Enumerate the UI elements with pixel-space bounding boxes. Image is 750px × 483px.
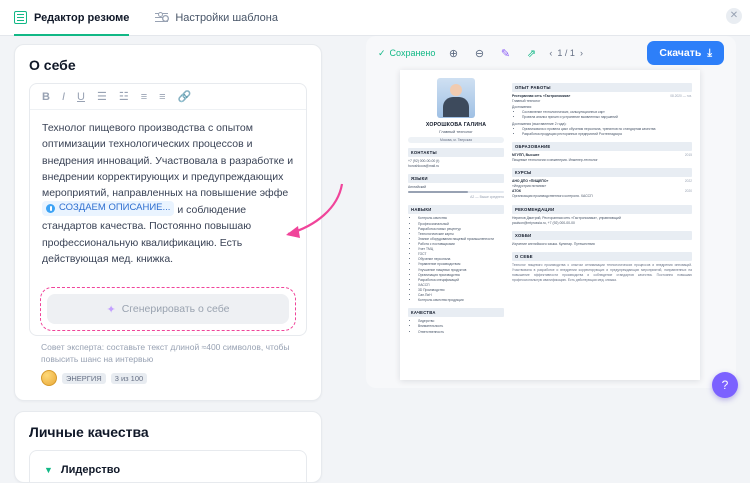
saved-status <box>378 48 435 59</box>
expert-hint: Совет эксперта: составьте текст длиной ≈400 символов, чтобы повысить шанс на интервью <box>41 342 290 365</box>
course-year: 2022 <box>684 179 692 184</box>
section-heading-references: РЕКОМЕНДАЦИИ <box>512 205 692 214</box>
list-item: • Разработка продукции ресторанных предприятий Ростехнадзора <box>522 132 692 137</box>
brush-icon[interactable]: ✎ <box>500 47 511 60</box>
sparkle-icon: ✦ <box>106 303 116 316</box>
credits-indicator <box>41 370 295 386</box>
language-name: Английский <box>408 185 427 190</box>
download-icon: ⤓ <box>707 46 712 59</box>
list-item: • Лидерство <box>418 319 504 324</box>
experience-company: Ресторанная сеть «Гастрономика» <box>512 94 571 98</box>
course-name: «Индустрия питания» <box>512 184 547 189</box>
credits-value: 3 из 100 <box>111 373 147 384</box>
zoom-in-icon[interactable]: ⊕ <box>448 47 459 60</box>
close-icon[interactable]: ✕ <box>726 8 742 24</box>
qualities-card <box>14 411 322 483</box>
share-icon[interactable]: ⇗ <box>526 47 537 60</box>
align-left-icon[interactable]: ≡ <box>140 90 148 103</box>
experience-period: 08.2020 — н.в. <box>670 94 692 98</box>
tab-resume-editor-label: Редактор резюме <box>34 11 130 24</box>
page-indicator: 1 / 1 <box>557 48 575 58</box>
section-heading-about: О СЕБЕ <box>512 252 692 261</box>
list-item: • Технологические карты <box>418 232 504 237</box>
preview-column <box>366 36 736 388</box>
align-center-icon[interactable]: ≡ <box>159 90 166 103</box>
list-item: • Внимательность <box>418 324 504 329</box>
course-name: Организация производственного контроля. ХАССП <box>512 194 593 199</box>
qualities-title: Личные качества <box>29 424 149 441</box>
bold-icon[interactable]: B <box>42 90 50 103</box>
about-textarea[interactable] <box>30 110 306 279</box>
list-item: • Управление производством <box>418 262 504 267</box>
about-card <box>14 44 322 401</box>
credits-label: ЭНЕРГИЯ <box>62 373 106 384</box>
experience-achievements-label-2: Достижения (выставление 2 года): <box>512 121 567 126</box>
resume-left-column <box>408 78 504 372</box>
list-item: • 3D Производство <box>418 288 504 293</box>
zoom-out-icon[interactable]: ⊖ <box>474 47 485 60</box>
next-page-button[interactable]: › <box>579 48 583 58</box>
experience-bullets <box>512 110 692 120</box>
section-heading-experience: ОПЫТ РАБОТЫ <box>512 83 692 92</box>
course-provider: АТОК <box>512 189 521 194</box>
section-heading-hobby: ХОББИ <box>512 231 692 240</box>
qualities-list <box>408 319 504 334</box>
resume-preview-page[interactable] <box>400 70 700 380</box>
section-heading-skills: НАВЫКИ <box>408 205 504 214</box>
skills-list <box>408 216 504 303</box>
list-item: • Контроль качества продукции <box>418 298 504 303</box>
generate-about-button[interactable] <box>47 294 289 324</box>
coin-icon <box>41 370 57 386</box>
generate-highlight-region <box>40 287 296 331</box>
list-numbered-icon[interactable]: ☳ <box>118 91 129 103</box>
resume-icon <box>14 11 27 24</box>
tab-template-settings-label: Настройки шаблона <box>175 11 278 24</box>
experience-achievements-label: Достижения: <box>512 105 533 110</box>
prev-page-button[interactable]: ‹ <box>549 48 553 58</box>
section-heading-qualities: КАЧЕСТВА <box>408 308 504 317</box>
resume-role: Главный технолог <box>439 129 473 134</box>
section-heading-contacts: КОНТАКТЫ <box>408 148 504 157</box>
download-button-label: Скачать <box>659 47 702 59</box>
list-item: • Работа с поставщиками <box>418 242 504 247</box>
list-item: • Разработка новых рецептур <box>418 227 504 232</box>
rich-text-editor[interactable] <box>29 83 307 336</box>
section-heading-courses: КУРСЫ <box>512 168 692 177</box>
course-provider: АНО ДПО «ПИЩЕПО» <box>512 179 549 184</box>
tab-resume-editor[interactable] <box>14 0 129 36</box>
resume-location: Москва, м. Тверская <box>408 137 504 143</box>
list-item: • Организация производства <box>418 273 504 278</box>
resume-name: ХОРОШКОВА ГАЛИНА <box>425 122 487 128</box>
generating-status-label: СОЗДАЕМ ОПИСАНИЕ... <box>59 202 171 214</box>
reference-person: Неринов Дмитрий, Ресторанная сеть «Гастрономика», управляющий <box>512 215 621 220</box>
list-item: • Разработка спецификаций <box>418 278 504 283</box>
generate-about-label: Сгенерировать о себе <box>121 303 230 316</box>
list-item: • Знание оборудования пищевой промышленности <box>418 237 504 242</box>
avatar <box>437 78 475 118</box>
education-program: Пищевые технологии и инженерия. Инженер-технолог <box>512 157 598 162</box>
list-item: • Организовала и провела цикл обучения персонала, тренингов по стандартам качества <box>522 127 692 132</box>
hobby-text: Изучение английского языка. Кулинар. Путешествия <box>512 241 595 246</box>
underline-icon[interactable]: U <box>77 90 85 103</box>
list-item: • Улучшение пищевых продуктов <box>418 268 504 273</box>
info-icon <box>46 204 55 213</box>
reference-contact: paulson@mtyrussia.ru, +7 (92) 000-00-00 <box>512 220 575 225</box>
settings-sliders-icon <box>155 11 168 24</box>
experience-bullets-2 <box>512 127 692 137</box>
language-level-bar <box>408 191 504 193</box>
editor-column <box>14 44 322 477</box>
list-item: • Ответственность <box>418 330 504 335</box>
list-item: • Контроль качества <box>418 216 504 221</box>
language-level-label: A2 — Выше среднего <box>470 195 504 200</box>
about-text-part-2: и соблюдение стандартов качества. Постоянно повышаю профессиональную квалификацию. Есть действующая мед. книжка. <box>42 204 252 265</box>
editor-toolbar <box>30 84 306 110</box>
course-year: 2020 <box>684 189 692 194</box>
page-navigator <box>549 48 583 58</box>
about-text-part-1: Технолог пищевого производства с опытом оптимизации технологических процессов и внедрения инноваций. Участвовала в разработке и внедрении корректирующих и предупреждающих мероприятий, направленных на повышение эффе <box>42 122 294 200</box>
section-heading-education: ОБРАЗОВАНИЕ <box>512 142 692 151</box>
list-item: • ГОСТ <box>418 252 504 257</box>
list-item: • ХАССП <box>418 283 504 288</box>
help-button[interactable]: ? <box>712 372 738 398</box>
preview-toolbar <box>366 36 736 70</box>
saved-status-label: Сохранено <box>389 48 436 58</box>
about-text: Технолог пищевого производства с опытом оптимизации технологических процессов и внедрения инноваций. Участвовала в разработке и внедрении корректирующих и предупреждающих мероприятий, направленных на повышение эффективности производства и соблюдение стандартов качества. Постоянно повышаю профессиональную квалификацию. Есть действующая мед. книжка. <box>512 262 692 282</box>
list-item: • Обучение персонала <box>418 257 504 262</box>
section-heading-languages: ЯЗЫКИ <box>408 174 504 183</box>
list-item: • Составление технологических, калькуляционных карт <box>522 110 692 115</box>
education-school: МГУПП, Высшее <box>512 152 540 157</box>
list-item: • Провела анализ причин и устранение выявленных нарушений <box>522 115 692 120</box>
top-tab-bar <box>0 0 750 36</box>
contact-email: horoshkova@mail.ru <box>408 164 440 169</box>
chevron-down-icon: ▼ <box>44 465 53 476</box>
resume-right-column <box>512 78 692 372</box>
list-item: • Учет ТМЦ <box>418 247 504 252</box>
contact-phone: +7 (92) 000-00-00 (t) <box>408 159 440 163</box>
list-bullet-icon[interactable]: ☰ <box>96 91 107 103</box>
italic-icon[interactable]: I <box>61 90 66 103</box>
accordion-leadership[interactable] <box>29 450 307 483</box>
accordion-leadership-label: Лидерство <box>60 464 121 477</box>
tab-template-settings[interactable] <box>155 0 278 36</box>
education-year: 2015 <box>684 152 692 157</box>
generating-status-chip <box>42 201 174 216</box>
page-title: О себе <box>29 57 76 73</box>
list-item: • Профессиональный <box>418 222 504 227</box>
download-button[interactable] <box>647 41 724 65</box>
check-icon: ✓ <box>378 47 386 58</box>
link-icon[interactable]: 🔗 <box>177 91 192 103</box>
experience-role: Главный технолог <box>512 99 541 104</box>
list-item: • Сан.ПиН <box>418 293 504 298</box>
